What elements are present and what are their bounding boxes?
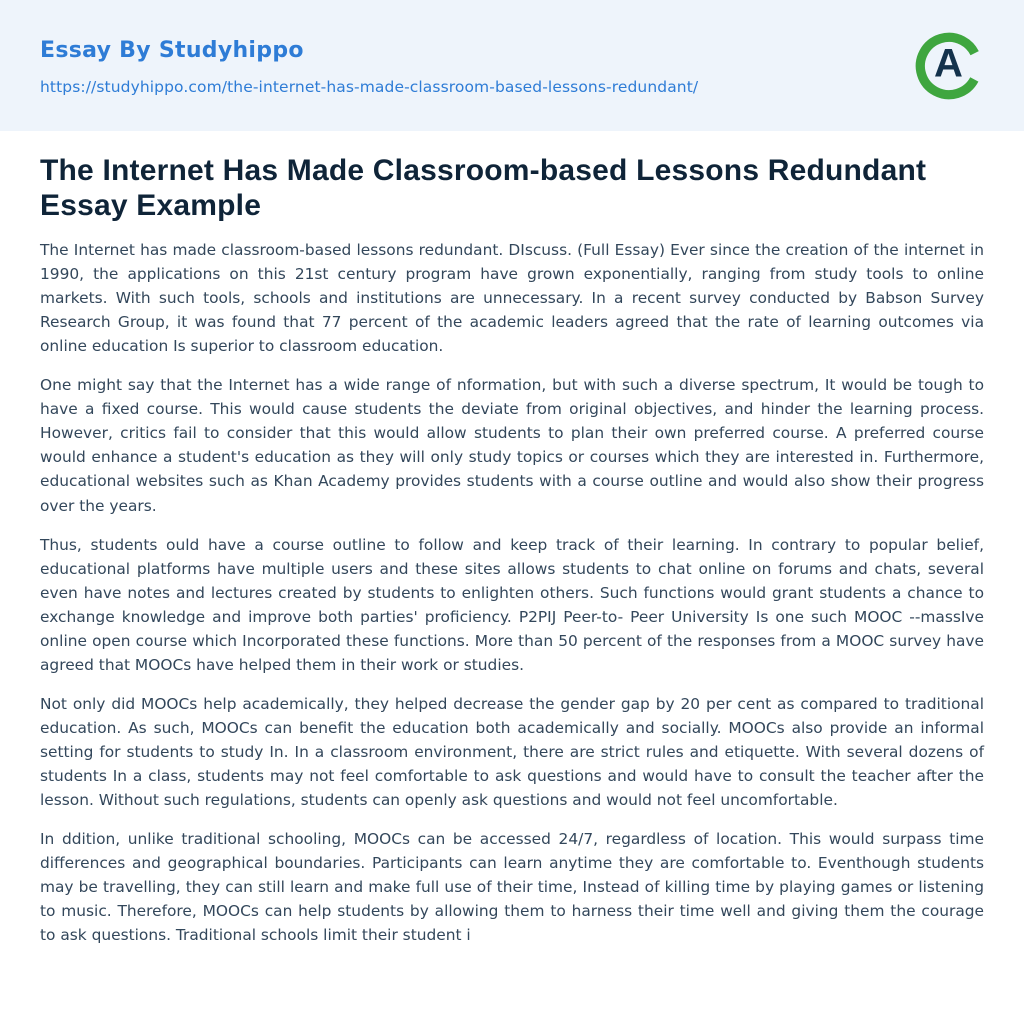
- header-text: [40, 36, 698, 96]
- essay-paragraph: Not only did MOOCs help academically, they helped decrease the gender gap by 20 per cent as compared to traditional education. As such, MOOCs can benefit the education both academically and socially. MOOCs also provide an informal setting for students to study In. In a classroom environment, there are strict rules and etiquette. With several dozens of students In a class, students may not feel comfortable to ask questions and would have to consult the teacher after the lesson. Without such regulations, students can openly ask questions and would not feel uncomfortable.: [40, 694, 984, 809]
- source-url-link[interactable]: https://studyhippo.com/the-internet-has-made-classroom-based-lessons-redundant/: [40, 77, 699, 96]
- byline: Essay By Studyhippo: [40, 37, 304, 63]
- header: [0, 0, 1024, 131]
- essay-paragraph: The Internet has made classroom-based lessons redundant. DIscuss. (Full Essay) Ever since the creation of the internet in 1990, the applications on this 21st century program have grown exponentially, ranging from study tools to online markets. With such tools, schools and institutions are unnecessary. In a recent survey conducted by Babson Survey Research Group, it was found that 77 percent of the academic leaders agreed that the rate of learning outcomes via online education Is superior to classroom education.: [40, 241, 984, 356]
- essay-paragraph: Thus, students ould have a course outline to follow and keep track of their learning. In contrary to popular belief, educational platforms have multiple users and these sites allows students to chat online on forums and chats, several even have notes and lectures created by students to enlighten others. Such functions would grant students a chance to exchange knowledge and improve both parties' proficiency. P2PIJ Peer-to- Peer University Is one such MOOC --massIve online open course which Incorporated these functions. More than 50 percent of the responses from a MOOC survey have agreed that MOOCs have helped them in their work or studies.: [40, 535, 984, 674]
- studyhippo-logo-icon: [912, 29, 986, 103]
- essay-paragraph: In ddition, unlike traditional schooling, MOOCs can be accessed 24/7, regardless of location. This would surpass time differences and geographical boundaries. Participants can learn anytime they are comfortable to. Eventhough students may be travelling, they can still learn and make full use of their time, Instead of killing time by playing games or listening to music. Therefore, MOOCs can help students by allowing them to harness their time well and giving them the courage to ask questions. Traditional schools limit their student i: [40, 829, 984, 944]
- page-title: The Internet Has Made Classroom-based Lessons Redundant Essay Example: [40, 154, 927, 223]
- essay-paragraph: One might say that the Internet has a wide range of nformation, but with such a diverse spectrum, It would be tough to have a fixed course. This would cause students the deviate from original objectives, and hinder the learning process. However, critics fail to consider that this would allow students to plan their own preferred course. A preferred course would enhance a student's education as they will only study topics or courses which they are interested in. Furthermore, educational websites such as Khan Academy provides students with a course outline and would also show their progress over the years.: [40, 376, 984, 515]
- essay-content: [0, 131, 1024, 947]
- logo-letter: A: [933, 41, 963, 86]
